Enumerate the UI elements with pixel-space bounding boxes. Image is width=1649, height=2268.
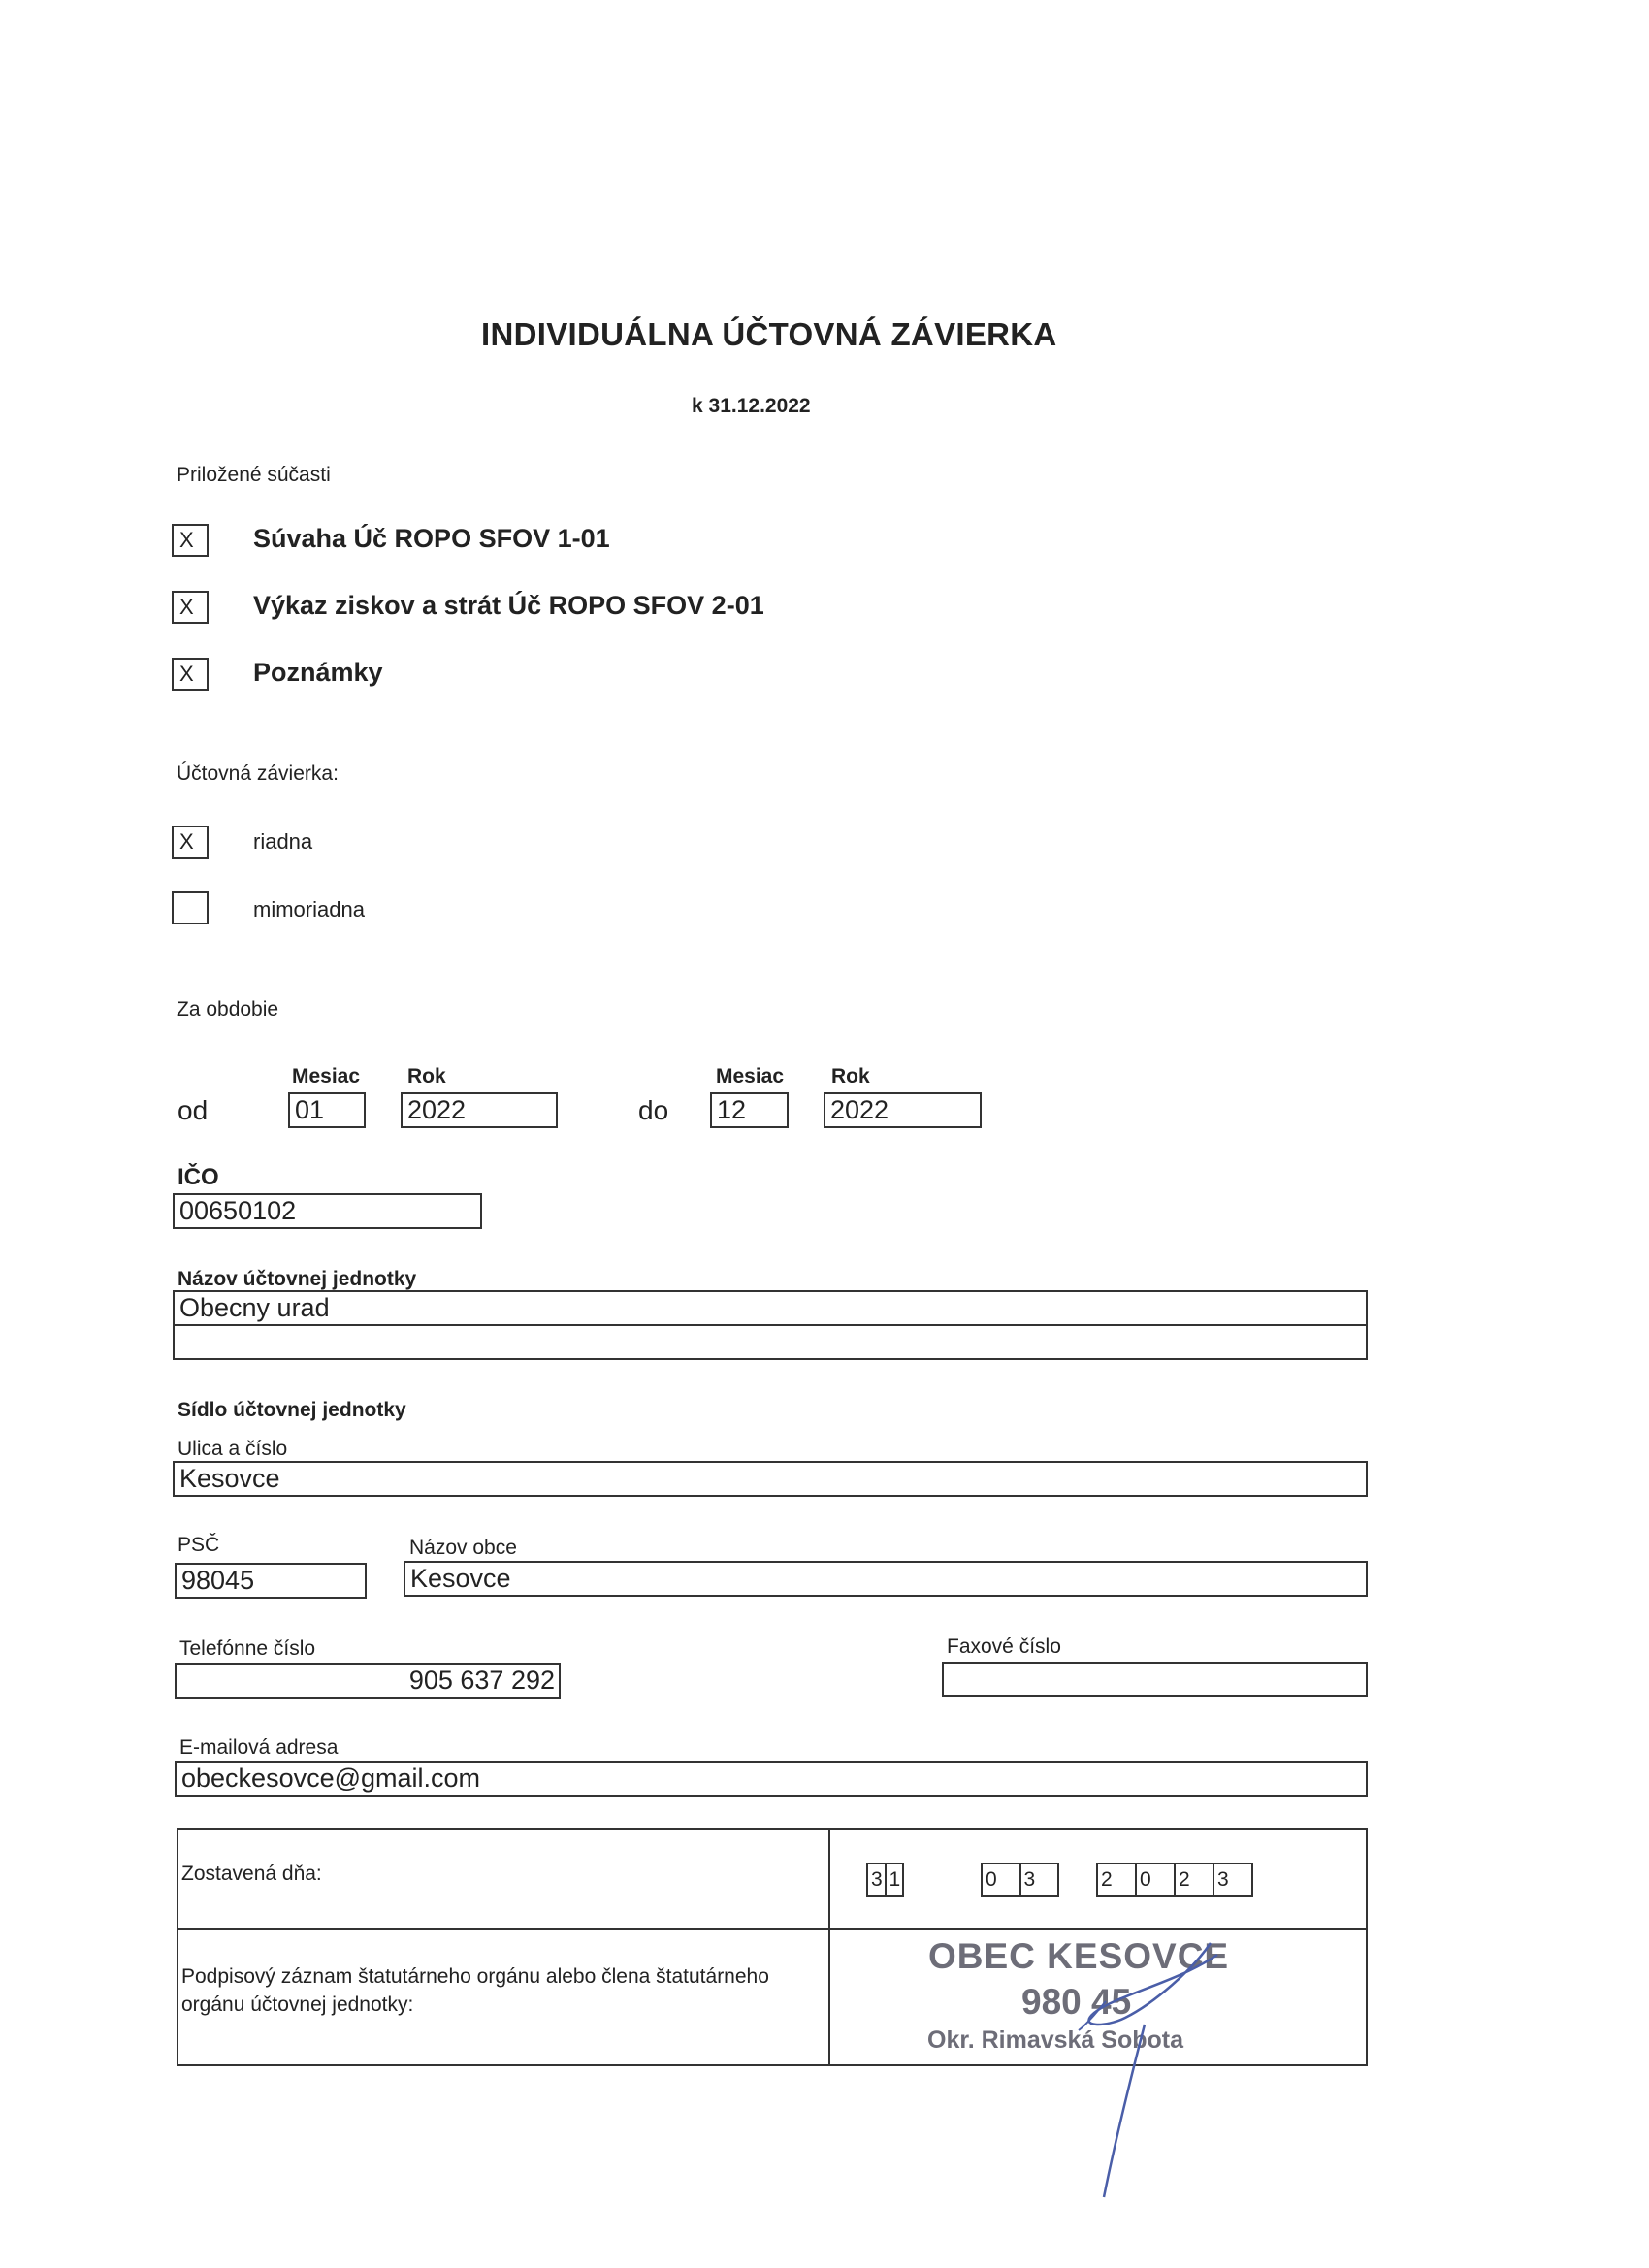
zip-field[interactable]: 98045 [175, 1563, 367, 1599]
zip-label: PSČ [178, 1534, 220, 1556]
compiled-day-digit: 1 [885, 1864, 903, 1895]
stamp-line3: Okr. Rimavská Sobota [927, 2026, 1184, 2054]
from-month-label: Mesiac [292, 1065, 361, 1087]
attachment-label-vykaz: Výkaz ziskov a strát Úč ROPO SFOV 2-01 [253, 591, 764, 620]
town-label: Názov obce [409, 1537, 517, 1559]
as-of-date: k 31.12.2022 [692, 395, 811, 417]
phone-field[interactable]: 905 637 292 [175, 1663, 561, 1699]
signature-label: Podpisový záznam štatutárneho orgánu alebo člena štatutárneho orgánu účtovnej jednotky: [181, 1965, 769, 2016]
from-year-label: Rok [407, 1065, 446, 1087]
ico-field[interactable]: 00650102 [173, 1193, 482, 1229]
unit-name-line1[interactable]: Obecny urad [173, 1290, 1368, 1326]
attachment-label-poznamky: Poznámky [253, 658, 383, 687]
street-label: Ulica a číslo [178, 1438, 288, 1460]
table-divider-vertical [828, 1828, 830, 2066]
checkbox-mimoriadna[interactable] [172, 891, 209, 924]
compiled-month[interactable] [981, 1863, 1059, 1897]
checkbox-suvaha[interactable]: X [172, 524, 209, 557]
stamp-line1: OBEC KESOVCE [928, 1936, 1230, 1976]
checkbox-vykaz[interactable]: X [172, 591, 209, 624]
closing-label-mimoriadna: mimoriadna [253, 897, 365, 922]
checkbox-poznamky[interactable]: X [172, 658, 209, 691]
attachment-label-suvaha: Súvaha Úč ROPO SFOV 1-01 [253, 524, 610, 553]
compiled-month-digit: 3 [1019, 1864, 1058, 1895]
phone-label: Telefónne číslo [179, 1637, 316, 1660]
compiled-year-digit: 3 [1212, 1864, 1251, 1895]
stamp-line2: 980 45 [1021, 1982, 1132, 2022]
page-title: INDIVIDUÁLNA ÚČTOVNÁ ZÁVIERKA [481, 316, 1057, 352]
street-field[interactable]: Kesovce [173, 1461, 1368, 1497]
to-year-field[interactable]: 2022 [824, 1092, 982, 1128]
compiled-day[interactable] [866, 1863, 904, 1897]
town-field[interactable]: Kesovce [404, 1561, 1368, 1597]
attachments-heading: Priložené súčasti [177, 464, 331, 486]
to-year-label: Rok [831, 1065, 870, 1087]
seat-heading: Sídlo účtovnej jednotky [178, 1399, 406, 1421]
compiled-year-digit: 2 [1101, 1868, 1113, 1891]
ico-label: IČO [178, 1164, 219, 1190]
closing-label-riadna: riadna [253, 829, 313, 854]
fax-field[interactable] [942, 1662, 1368, 1697]
table-divider-horizontal [177, 1928, 1368, 1930]
compiled-month-digit: 0 [986, 1868, 997, 1891]
from-year-field[interactable]: 2022 [401, 1092, 558, 1128]
to-month-label: Mesiac [716, 1065, 785, 1087]
checkbox-riadna[interactable]: X [172, 826, 209, 859]
email-label: E-mailová adresa [179, 1736, 339, 1759]
closing-type-heading: Účtovná závierka: [177, 762, 339, 785]
compiled-year-digit: 0 [1135, 1864, 1174, 1895]
from-month-field[interactable]: 01 [288, 1092, 366, 1128]
unit-name-label: Názov účtovnej jednotky [178, 1268, 417, 1290]
compiled-label: Zostavená dňa: [181, 1863, 322, 1885]
unit-name-line2[interactable] [173, 1324, 1368, 1360]
to-month-field[interactable]: 12 [710, 1092, 789, 1128]
to-label: do [638, 1095, 669, 1125]
email-field[interactable]: obeckesovce@gmail.com [175, 1761, 1368, 1797]
period-heading: Za obdobie [177, 998, 279, 1021]
compiled-day-digit: 3 [871, 1868, 883, 1891]
compiled-year-digit: 2 [1174, 1864, 1212, 1895]
compiled-year[interactable] [1096, 1863, 1253, 1897]
handwritten-signature [1009, 1935, 1242, 2207]
fax-label: Faxové číslo [947, 1636, 1061, 1658]
from-label: od [178, 1095, 209, 1125]
